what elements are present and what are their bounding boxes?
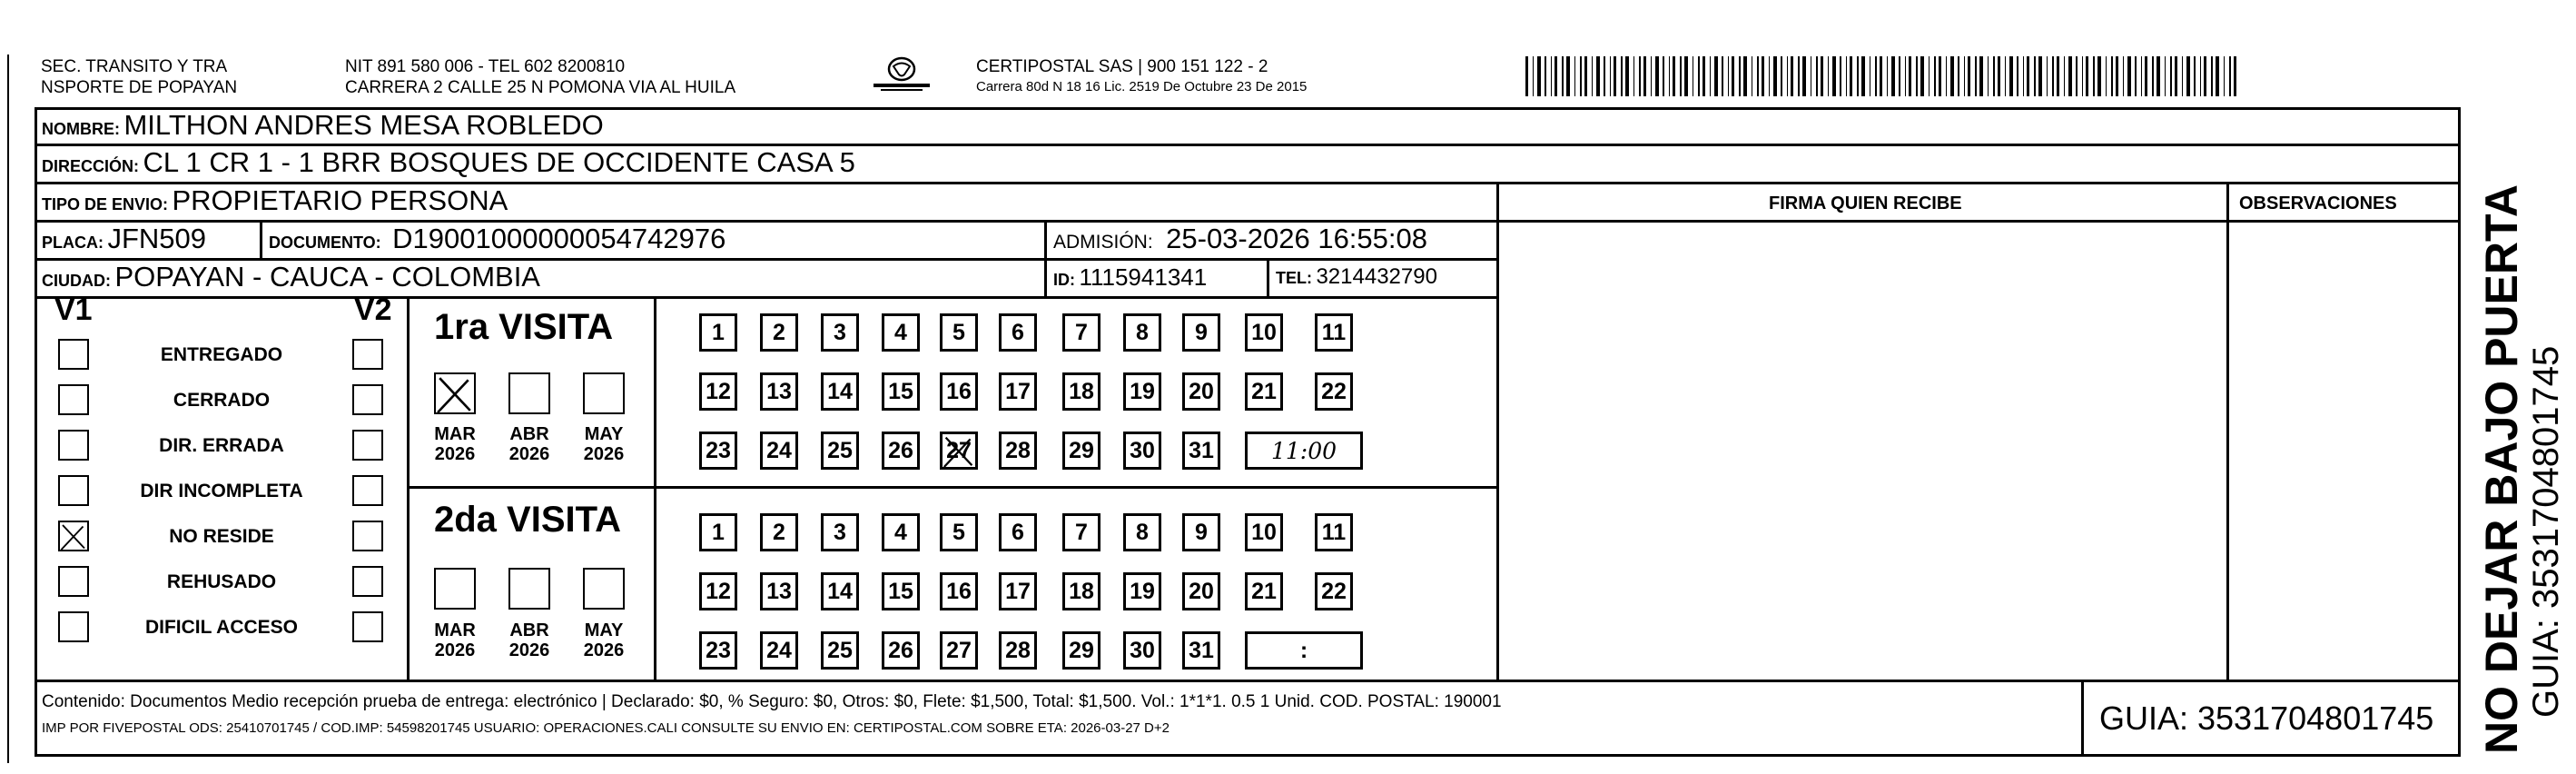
barcode-bar xyxy=(1633,56,1634,96)
day-box[interactable]: 10 xyxy=(1245,313,1283,352)
barcode-bar xyxy=(1798,56,1800,96)
first-visit-title: 1ra VISITA xyxy=(434,307,614,347)
day-box[interactable]: 16 xyxy=(940,372,978,411)
barcode-bar xyxy=(2170,56,2172,96)
barcode xyxy=(1525,56,2243,96)
barcode-bar xyxy=(1554,56,1557,96)
barcode-bar xyxy=(1537,56,1541,96)
day-box[interactable]: 22 xyxy=(1315,572,1353,610)
day-box[interactable]: 24 xyxy=(760,631,798,670)
barcode-bar xyxy=(1762,56,1764,96)
status-checkbox-v1[interactable] xyxy=(58,475,89,506)
barcode-bar xyxy=(1946,56,1947,96)
barcode-bar xyxy=(1979,56,1983,96)
documento-label: DOCUMENTO: xyxy=(269,233,381,252)
barcode-bar xyxy=(1993,56,1995,96)
month-checkbox[interactable] xyxy=(434,568,476,610)
barcode-bar xyxy=(2165,56,2166,96)
day-box[interactable]: 25 xyxy=(821,631,859,670)
day-box[interactable]: 13 xyxy=(760,572,798,610)
day-box[interactable]: 1 xyxy=(699,513,737,551)
barcode-bar xyxy=(1929,56,1930,96)
barcode-bar xyxy=(1663,56,1664,96)
barcode-bar xyxy=(1791,56,1793,96)
status-checkbox-v1[interactable] xyxy=(58,384,89,415)
visit-time-box[interactable]: 11:00 xyxy=(1245,432,1363,470)
barcode-bar xyxy=(2076,56,2078,96)
day-box[interactable]: 15 xyxy=(882,572,920,610)
documento-row xyxy=(269,223,725,261)
barcode-bar xyxy=(2034,56,2036,96)
barcode-bar xyxy=(1899,56,1900,96)
barcode-bar xyxy=(1964,56,1965,96)
month-checkbox[interactable] xyxy=(508,568,550,610)
status-option-label: DIR INCOMPLETA xyxy=(140,481,303,501)
month-label: ABR 2026 xyxy=(508,424,550,464)
barcode-bar xyxy=(1905,56,1906,96)
tel-label: TEL: xyxy=(1276,269,1312,287)
ciudad-row xyxy=(42,261,540,299)
barcode-bar xyxy=(2068,56,2072,96)
visit-divider xyxy=(407,486,1499,489)
day-box[interactable]: 30 xyxy=(1123,631,1161,670)
barcode-bar xyxy=(2145,56,2147,96)
barcode-bar xyxy=(1891,56,1895,96)
day-box[interactable]: 19 xyxy=(1123,372,1161,411)
day-box[interactable]: 26 xyxy=(882,432,920,470)
barcode-bar xyxy=(1610,56,1611,96)
status-checkbox-v2[interactable] xyxy=(352,339,383,370)
barcode-bar xyxy=(1846,56,1847,96)
barcode-bar xyxy=(1743,56,1747,96)
col-line xyxy=(2226,182,2229,680)
barcode-bar xyxy=(1592,56,1593,96)
barcode-bar xyxy=(1934,56,1936,96)
status-checkbox-v2[interactable] xyxy=(352,521,383,551)
status-checkbox-v1[interactable] xyxy=(58,611,89,642)
direccion-label: DIRECCIÓN: xyxy=(42,157,139,175)
barcode-bar xyxy=(1710,56,1711,96)
day-box[interactable]: 9 xyxy=(1182,313,1220,352)
barcode-bar xyxy=(1551,56,1552,96)
status-option-label: DIFICIL ACCESO xyxy=(144,617,298,638)
barcode-bar xyxy=(1920,56,1924,96)
barcode-bar xyxy=(1533,56,1534,96)
firma-header: FIRMA QUIEN RECIBE xyxy=(1769,194,1962,213)
company-line: CERTIPOSTAL SAS | 900 151 122 - 2 xyxy=(976,57,1268,76)
barcode-bar xyxy=(2204,56,2206,96)
status-checkbox-v1[interactable] xyxy=(58,430,89,461)
header-company xyxy=(976,56,1307,97)
visit-time-box[interactable]: : xyxy=(1245,631,1363,670)
day-box[interactable]: 30 xyxy=(1123,432,1161,470)
barcode-bar xyxy=(2047,56,2048,96)
barcode-bar xyxy=(2082,56,2083,96)
month-label: MAR 2026 xyxy=(434,424,476,464)
barcode-bar xyxy=(2229,56,2231,96)
day-box[interactable]: 15 xyxy=(882,372,920,411)
side-guia: GUIA: 3531704801745 xyxy=(2526,345,2566,718)
col-line xyxy=(1044,258,1047,296)
admision-row xyxy=(1053,223,1427,261)
col-line xyxy=(407,296,410,680)
barcode-bar xyxy=(1828,56,1829,96)
barcode-bar xyxy=(2027,56,2029,96)
barcode-bar xyxy=(1604,56,1605,96)
barcode-bar xyxy=(1714,56,1718,96)
day-box[interactable]: 5 xyxy=(940,513,978,551)
col-line xyxy=(1496,182,1499,680)
barcode-bar xyxy=(1574,56,1575,96)
barcode-bar xyxy=(2005,56,2006,96)
day-box[interactable]: 14 xyxy=(821,572,859,610)
month-checkbox[interactable] xyxy=(583,372,625,414)
observaciones-header: OBSERVACIONES xyxy=(2239,194,2397,213)
day-box[interactable]: 1 xyxy=(699,313,737,352)
barcode-bar xyxy=(2111,56,2113,96)
admision-value: 25-03-2026 16:55:08 xyxy=(1166,223,1427,254)
barcode-bar xyxy=(2186,56,2190,96)
v1-label: V1 xyxy=(54,293,93,327)
month-label: MAR 2026 xyxy=(434,620,476,660)
month-checkbox[interactable] xyxy=(583,568,625,610)
documento-value: D19001000000054742976 xyxy=(392,223,726,254)
day-box[interactable]: 10 xyxy=(1245,513,1283,551)
barcode-bar xyxy=(2152,56,2154,96)
barcode-bar xyxy=(1909,56,1911,96)
day-box[interactable]: 8 xyxy=(1123,313,1161,352)
status-checkbox-v1[interactable] xyxy=(58,566,89,597)
v2-label: V2 xyxy=(354,293,392,327)
barcode-bar xyxy=(2052,56,2054,96)
day-box[interactable]: 14 xyxy=(821,372,859,411)
status-checkbox-v2[interactable] xyxy=(352,475,383,506)
day-box[interactable]: 31 xyxy=(1182,432,1220,470)
barcode-bar xyxy=(1757,56,1759,96)
day-box[interactable]: 21 xyxy=(1245,372,1283,411)
day-box[interactable]: 20 xyxy=(1182,372,1220,411)
month-label: ABR 2026 xyxy=(508,620,550,660)
barcode-bar xyxy=(2194,56,2196,96)
barcode-bar xyxy=(1562,56,1564,96)
day-box[interactable]: 29 xyxy=(1062,631,1100,670)
barcode-bar xyxy=(2038,56,2042,96)
barcode-bar xyxy=(1614,56,1616,96)
tipo-label: TIPO DE ENVIO: xyxy=(42,195,169,213)
month-label: MAY 2026 xyxy=(583,424,625,464)
barcode-bar xyxy=(2086,56,2088,96)
footer-print-info: IMP POR FIVEPOSTAL ODS: 25410701745 / COD.IMP: 54598201745 USUARIO: OPERACIONES.CALI CONSULTE SU ENVIO EN: CERTIPOSTAL.COM SOBRE ETA: 2026-03-27 D+2 xyxy=(42,720,1170,736)
barcode-bar xyxy=(1703,56,1705,96)
barcode-bar xyxy=(1728,56,1729,96)
barcode-bar xyxy=(1596,56,1600,96)
day-box[interactable]: 6 xyxy=(999,313,1037,352)
barcode-bar xyxy=(2009,56,2013,96)
barcode-bar xyxy=(2135,56,2137,96)
day-box[interactable]: 26 xyxy=(882,631,920,670)
barcode-bar xyxy=(1802,56,1806,96)
status-checkbox-v2[interactable] xyxy=(352,611,383,642)
barcode-bar xyxy=(2211,56,2213,96)
header-org xyxy=(41,56,237,98)
day-box[interactable]: 4 xyxy=(882,513,920,551)
barcode-bar xyxy=(1781,56,1782,96)
barcode-bar xyxy=(2116,56,2118,96)
barcode-bar xyxy=(1651,56,1652,96)
barcode-bar xyxy=(2017,56,2018,96)
status-option-label: DIR. ERRADA xyxy=(159,435,284,456)
barcode-bar xyxy=(2216,56,2219,96)
barcode-bar xyxy=(1545,56,1546,96)
barcode-bar xyxy=(1566,56,1570,96)
side-text xyxy=(2477,136,2566,754)
id-label: ID: xyxy=(1053,271,1075,289)
day-box[interactable]: 25 xyxy=(821,432,859,470)
col-line xyxy=(260,220,262,258)
day-box[interactable]: 31 xyxy=(1182,631,1220,670)
day-box[interactable]: 12 xyxy=(699,372,737,411)
barcode-bar xyxy=(1916,56,1918,96)
day-box[interactable]: 6 xyxy=(999,513,1037,551)
day-box[interactable]: 28 xyxy=(999,432,1037,470)
barcode-bar xyxy=(1739,56,1741,96)
day-box[interactable]: 16 xyxy=(940,572,978,610)
side-warning: NO DEJAR BAJO PUERTA xyxy=(2476,184,2527,754)
barcode-bar xyxy=(2141,56,2142,96)
barcode-bar xyxy=(1875,56,1877,96)
company-address-line: Carrera 80d N 18 16 Lic. 2519 De Octubre 23 De 2015 xyxy=(976,79,1308,94)
day-box[interactable]: 28 xyxy=(999,631,1037,670)
ciudad-label: CIUDAD: xyxy=(42,272,111,290)
day-box[interactable]: 2 xyxy=(760,513,798,551)
left-margin-line xyxy=(7,55,9,763)
day-box[interactable]: 9 xyxy=(1182,513,1220,551)
day-box[interactable]: 2 xyxy=(760,313,798,352)
status-checkbox-v2[interactable] xyxy=(352,430,383,461)
barcode-bar xyxy=(1732,56,1734,96)
barcode-bar xyxy=(1988,56,1989,96)
barcode-bar xyxy=(1673,56,1675,96)
barcode-bar xyxy=(1680,56,1682,96)
barcode-bar xyxy=(2127,56,2131,96)
barcode-bar xyxy=(2234,56,2236,96)
barcode-bar xyxy=(1625,56,1629,96)
day-box[interactable]: 5 xyxy=(940,313,978,352)
day-box[interactable]: 7 xyxy=(1062,513,1100,551)
barcode-bar xyxy=(1684,56,1688,96)
day-box[interactable]: 18 xyxy=(1062,572,1100,610)
day-box[interactable]: 17 xyxy=(999,372,1037,411)
nit-line: NIT 891 580 006 - TEL 602 8200810 xyxy=(345,57,626,76)
footer-line xyxy=(35,680,2461,682)
id-row xyxy=(1053,261,1207,298)
day-box[interactable]: 19 xyxy=(1123,572,1161,610)
ciudad-value: POPAYAN - CAUCA - COLOMBIA xyxy=(114,261,540,293)
nombre-value: MILTHON ANDRES MESA ROBLEDO xyxy=(123,109,604,141)
barcode-bar xyxy=(1880,56,1882,96)
barcode-bar xyxy=(2106,56,2107,96)
status-checkbox-v2[interactable] xyxy=(352,566,383,597)
barcode-bar xyxy=(1816,56,1818,96)
barcode-bar xyxy=(1773,56,1777,96)
day-box[interactable]: 11 xyxy=(1315,313,1353,352)
day-box[interactable]: 11 xyxy=(1315,513,1353,551)
barcode-bar xyxy=(1832,56,1836,96)
barcode-bar xyxy=(2157,56,2160,96)
day-box[interactable]: 3 xyxy=(821,313,859,352)
barcode-bar xyxy=(1887,56,1888,96)
barcode-bar xyxy=(1655,56,1659,96)
barcode-bar xyxy=(1787,56,1788,96)
footer-guia: GUIA: 3531704801745 xyxy=(2099,700,2434,737)
day-box[interactable]: 7 xyxy=(1062,313,1100,352)
barcode-bar xyxy=(2123,56,2124,96)
status-checkbox-v1-checked[interactable] xyxy=(58,521,89,551)
barcode-bar xyxy=(1769,56,1770,96)
status-checkbox-v2[interactable] xyxy=(352,384,383,415)
barcode-bar xyxy=(2057,56,2059,96)
month-label: MAY 2026 xyxy=(583,620,625,660)
day-box[interactable]: 8 xyxy=(1123,513,1161,551)
col-line xyxy=(1044,220,1047,258)
barcode-bar xyxy=(2064,56,2065,96)
footer-contents: Contenido: Documentos Medio recepción prueba de entrega: electrónico | Declarado: $0, % Seguro: $0, Otros: $0, Flete: $1,500, Total: $1,500. Vol.: 1*1*1. 0.5 1 Unid. COD. POSTAL: 190001 xyxy=(42,692,1502,711)
col-line xyxy=(1267,258,1269,296)
id-value: 1115941341 xyxy=(1079,263,1208,291)
barcode-bar xyxy=(1840,56,1841,96)
barcode-bar xyxy=(2182,56,2183,96)
org-line2: NSPORTE DE POPAYAN xyxy=(41,78,238,97)
barcode-bar xyxy=(1857,56,1859,96)
barcode-bar xyxy=(1998,56,2000,96)
day-box[interactable]: 12 xyxy=(699,572,737,610)
admision-label: ADMISIÓN: xyxy=(1053,232,1153,253)
placa-row xyxy=(42,223,206,261)
barcode-bar xyxy=(1939,56,1941,96)
direccion-value: CL 1 CR 1 - 1 BRR BOSQUES DE OCCIDENTE CASA 5 xyxy=(143,146,855,178)
status-option-label: REHUSADO xyxy=(166,571,277,592)
barcode-bar xyxy=(1580,56,1582,96)
tel-row xyxy=(1276,261,1437,296)
barcode-bar xyxy=(2093,56,2095,96)
barcode-bar xyxy=(1958,56,1959,96)
day-box[interactable]: 17 xyxy=(999,572,1037,610)
barcode-bar xyxy=(2175,56,2177,96)
tel-value: 3214432790 xyxy=(1316,264,1437,289)
status-option-label: CERRADO xyxy=(173,390,271,411)
tipo-row xyxy=(42,184,508,223)
day-box[interactable]: 20 xyxy=(1182,572,1220,610)
day-box[interactable]: 21 xyxy=(1245,572,1283,610)
barcode-bar xyxy=(1722,56,1723,96)
col-line xyxy=(654,296,656,680)
day-box[interactable]: 18 xyxy=(1062,372,1100,411)
address-line: CARRERA 2 CALLE 25 N POMONA VIA AL HUILA xyxy=(345,78,736,97)
barcode-bar xyxy=(2224,56,2225,96)
barcode-bar xyxy=(1861,56,1865,96)
month-checkbox-checked[interactable] xyxy=(434,372,476,414)
day-box[interactable]: 4 xyxy=(882,313,920,352)
day-box[interactable]: 13 xyxy=(760,372,798,411)
barcode-bar xyxy=(1698,56,1700,96)
nombre-row xyxy=(42,109,604,147)
barcode-bar xyxy=(1968,56,1970,96)
barcode-bar xyxy=(1643,56,1646,96)
barcode-bar xyxy=(1950,56,1954,96)
placa-value: JFN509 xyxy=(107,223,206,254)
day-box[interactable]: 23 xyxy=(699,432,737,470)
status-option-label: ENTREGADO xyxy=(160,344,283,365)
status-checkbox-v1[interactable] xyxy=(58,339,89,370)
day-box[interactable]: 29 xyxy=(1062,432,1100,470)
second-visit-title: 2da VISITA xyxy=(434,500,621,540)
org-line1: SEC. TRANSITO Y TRA xyxy=(41,57,228,76)
barcode-bar xyxy=(1621,56,1623,96)
day-box[interactable]: 24 xyxy=(760,432,798,470)
barcode-bar xyxy=(1975,56,1977,96)
barcode-bar xyxy=(1821,56,1823,96)
placa-label: PLACA: xyxy=(42,233,104,252)
day-box[interactable]: 22 xyxy=(1315,372,1353,411)
barcode-bar xyxy=(1525,56,1528,96)
certipostal-logo xyxy=(872,55,932,94)
barcode-bar xyxy=(2200,56,2201,96)
barcode-bar xyxy=(1669,56,1670,96)
day-box[interactable]: 3 xyxy=(821,513,859,551)
col-line xyxy=(2081,680,2084,757)
barcode-bar xyxy=(1850,56,1852,96)
nombre-label: NOMBRE: xyxy=(42,120,120,138)
tipo-value: PROPIETARIO PERSONA xyxy=(172,184,508,216)
status-option-label: NO RESIDE xyxy=(169,526,274,547)
direccion-row xyxy=(42,146,855,184)
day-box[interactable]: 23 xyxy=(699,631,737,670)
day-box[interactable]: 27 xyxy=(940,631,978,670)
month-checkbox[interactable] xyxy=(508,372,550,414)
day-box-marked[interactable]: 27 xyxy=(940,432,978,470)
barcode-bar xyxy=(1639,56,1641,96)
barcode-bar xyxy=(2097,56,2101,96)
barcode-bar xyxy=(2023,56,2024,96)
barcode-bar xyxy=(1584,56,1587,96)
header-contact xyxy=(345,56,735,98)
